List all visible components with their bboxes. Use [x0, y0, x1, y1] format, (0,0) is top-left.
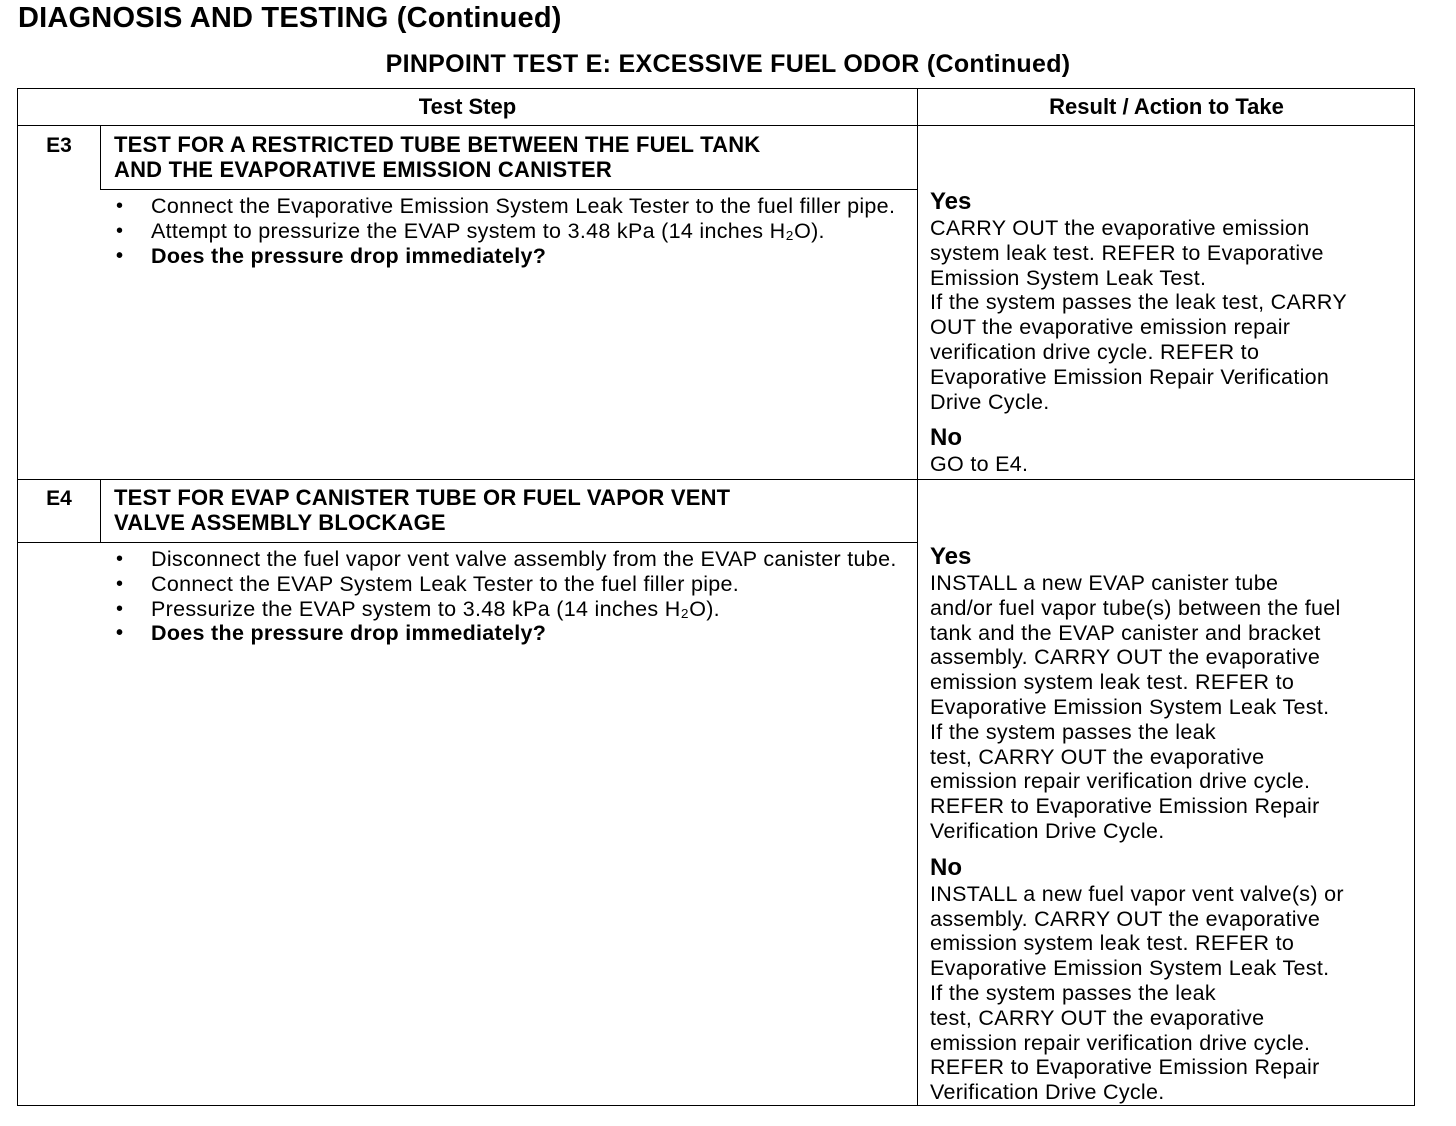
column-divider — [917, 89, 918, 1105]
step-title-line: TEST FOR A RESTRICTED TUBE BETWEEN THE FUEL TANK — [114, 132, 761, 157]
header-test-step: Test Step — [418, 94, 517, 119]
instruction-item: • Attempt to pressurize the EVAP system to 3.48 kPa (14 inches H₂O). — [108, 219, 908, 244]
result-e4 — [930, 543, 1414, 1105]
step-title-line: TEST FOR EVAP CANISTER TUBE OR FUEL VAPOR VENT — [114, 485, 731, 510]
instruction-item: • Connect the EVAP System Leak Tester to the fuel filler pipe. — [108, 572, 908, 597]
no-action: GO to E4. — [930, 452, 1029, 477]
pinpoint-test-table — [17, 88, 1415, 1106]
page-heading: DIAGNOSIS AND TESTING (Continued) — [18, 2, 562, 34]
step-id-divider — [100, 126, 101, 189]
result-e3 — [930, 188, 1414, 477]
test-question: • Does the pressure drop immediately? — [108, 621, 908, 646]
step-title-e4 — [114, 485, 904, 535]
yes-action: INSTALL a new EVAP canister tube and/or fuel vapor tube(s) between the fuel tank and the EVAP canister and bracket assembly. CARRY OUT the evaporative emission system leak test. REFER to Evaporative Emission System Leak Test. If the system passes the leak test, CARRY OUT the evaporative emission repair verification drive cycle. REFER to Evaporative Emission Repair Verification Drive Cycle. — [930, 571, 1341, 843]
test-title: PINPOINT TEST E: EXCESSIVE FUEL ODOR (Continued) — [385, 50, 1071, 78]
step-instructions-e3 — [108, 194, 908, 268]
row-separator — [18, 479, 1415, 480]
step-title-e3 — [114, 132, 904, 182]
step-title-line: VALVE ASSEMBLY BLOCKAGE — [114, 510, 446, 535]
step-title-underline — [18, 542, 917, 543]
yes-label: Yes — [930, 543, 972, 570]
test-question: • Does the pressure drop immediately? — [108, 244, 908, 269]
no-label: No — [930, 853, 962, 881]
no-action: INSTALL a new fuel vapor vent valve(s) or assembly. CARRY OUT the evaporative emission system leak test. REFER to Evaporative Emission System Leak Test. If the system passes the leak test, CARRY OUT the evaporative emission repair verification drive cycle. REFER to Evaporative Emission Repair Verification Drive Cycle. — [930, 881, 1344, 1105]
step-id-e3: E3 — [46, 134, 72, 157]
no-label: No — [930, 424, 962, 452]
instruction-item: • Pressurize the EVAP system to 3.48 kPa (14 inches H₂O). — [108, 597, 908, 622]
yes-action: CARRY OUT the evaporative emission system leak test. REFER to Evaporative Emission System Leak Test. If the system passes the leak test, CARRY OUT the evaporative emission repair verification drive cycle. REFER to Evaporative Emission Repair Verification Drive Cycle. — [930, 216, 1347, 414]
step-instructions-e4 — [108, 547, 908, 646]
yes-label: Yes — [930, 188, 972, 215]
step-title-underline — [100, 189, 917, 190]
step-title-line: AND THE EVAPORATIVE EMISSION CANISTER — [114, 157, 612, 182]
header-result-action: Result / Action to Take — [1049, 94, 1284, 119]
instruction-item: • Disconnect the fuel vapor vent valve assembly from the EVAP canister tube. — [108, 547, 908, 572]
step-id-divider — [100, 479, 101, 542]
instruction-item: • Connect the Evaporative Emission System Leak Tester to the fuel filler pipe. — [108, 194, 908, 219]
step-id-e4: E4 — [46, 487, 72, 510]
table-header-row — [18, 89, 1414, 126]
